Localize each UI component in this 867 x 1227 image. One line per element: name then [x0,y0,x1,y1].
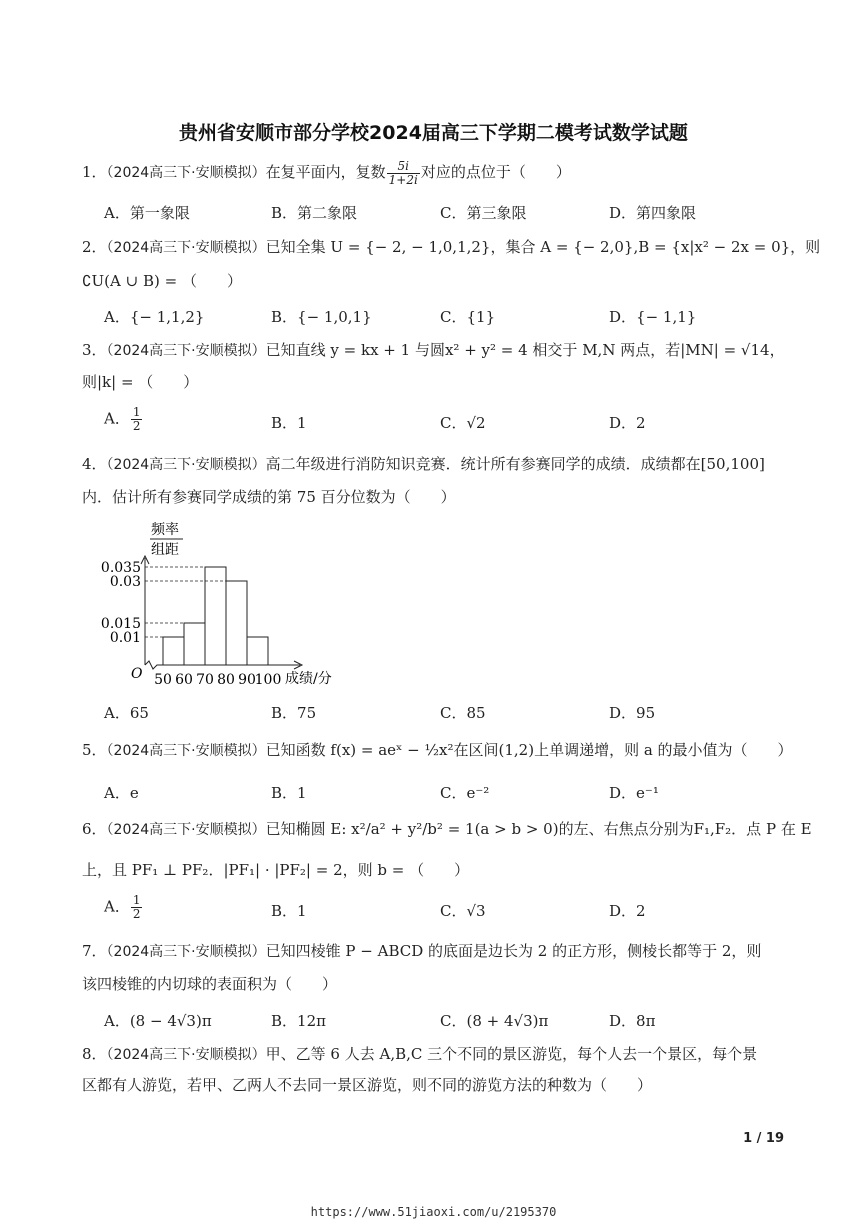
question-4 [82,447,784,482]
option-b: B．1 [271,414,307,432]
question-text: 在复平面内，复数 [265,163,386,181]
fraction: $\frac{1}{2}$ [132,893,141,921]
question-2-line-2 [82,264,784,298]
y-label-top: 频率 [151,522,179,538]
options-4 [104,702,794,732]
question-1 [82,155,784,190]
frequency-histogram [95,518,355,693]
y-label-bottom: 组距 [151,542,179,558]
question-number: 4． [82,455,107,473]
option-c: C．{1} [440,308,496,326]
question-number: 5． [82,741,107,759]
question-number: 3． [82,341,107,359]
question-source: （2024高三下·安顺模拟） [106,343,266,359]
option-c: C．e⁻² [440,784,490,802]
question-2 [82,230,821,265]
option-a: A．65 [104,704,149,722]
option-b: B．第二象限 [271,204,358,222]
question-text: 区都有人游览，若甲、乙两人不去同一景区游览，则不同的游览方法的种数为（ ） [82,1076,653,1094]
x-tick-label: 60 [175,672,193,688]
option-a: A． $\frac{1}{2}$ [104,893,141,921]
option-c: C．第三象限 [440,204,527,222]
options-5 [104,782,794,812]
histogram-bar [226,581,247,665]
x-tick-label: 70 [196,672,214,688]
x-tick-label: 50 [154,672,172,688]
option-b: B．12π [271,1012,326,1030]
option-b: B．1 [271,784,307,802]
question-text: 该四棱锥的内切球的表面积为（ ） [82,975,338,993]
question-source: （2024高三下·安顺模拟） [106,457,266,473]
option-d: D．2 [609,902,646,920]
question-number: 2． [82,238,107,256]
histogram-bar [184,623,205,665]
question-text: 则|k| = （ ） [82,373,199,391]
question-3-line-2 [82,365,784,399]
question-source: （2024高三下·安顺模拟） [106,743,266,759]
option-a: A． $\frac{1}{2}$ [104,405,141,433]
question-number: 7． [82,942,107,960]
option-a: A．(8 − 4√3)π [104,1012,212,1030]
question-text: 内．估计所有参赛同学成绩的第 75 百分位数为（ ） [82,488,456,506]
option-c: C．√2 [440,414,486,432]
option-a: A．e [104,784,139,802]
fraction: $\frac{5i}{1+2i}$ [388,158,418,187]
x-axis-label: 成绩/分 [285,671,332,687]
option-c: C．(8 + 4√3)π [440,1012,549,1030]
histogram-bar [247,637,268,665]
question-source: （2024高三下·安顺模拟） [106,1047,266,1063]
option-b: B．75 [271,704,317,722]
y-tick-label: 0.01 [109,630,141,646]
option-d: D．2 [609,414,646,432]
question-text: 甲、乙等 6 人去 A,B,C 三个不同的景区游览，每个人去一个景区，每个景 [265,1045,758,1063]
question-8-line-2 [82,1068,784,1102]
option-d: D．e⁻¹ [609,784,659,802]
option-a: A．第一象限 [104,204,190,222]
histogram-bar [205,567,226,665]
question-6-line-2 [82,853,784,887]
question-text: 已知函数 f(x) = aeˣ − ½x²在区间(1,2)上单调递增，则 a 的最小值为（ ） [265,741,793,759]
question-3 [82,333,784,368]
x-tick-label: 90 [238,672,256,688]
question-number: 8． [82,1045,107,1063]
option-d: D．第四象限 [609,204,697,222]
footer-url[interactable]: https://www.51jiaoxi.com/u/2195370 [310,1205,557,1219]
option-c: C．√3 [440,902,486,920]
question-text: 高二年级进行消防知识竞赛．统计所有参赛同学的成绩．成绩都在[50,100] [265,455,765,473]
origin-label: O [131,666,143,682]
option-d: D．95 [609,704,656,722]
question-number: 6． [82,820,107,838]
histogram-bar [163,637,184,665]
page-number: 1 / 19 [743,1131,784,1146]
question-text: 已知四棱锥 P − ABCD 的底面是边长为 2 的正方形，侧棱长都等于 2，则 [265,942,762,960]
options-3 [104,405,794,442]
y-tick-label: 0.015 [100,616,141,632]
question-source: （2024高三下·安顺模拟） [106,822,266,838]
question-4-line-2 [82,480,784,514]
question-source: （2024高三下·安顺模拟） [106,165,266,181]
y-tick-label: 0.03 [109,574,141,590]
question-text: 已知椭圆 E: x²/a² + y²/b² = 1(a > b > 0)的左、右焦点分别为F₁,F₂．点 P 在 E [265,820,812,838]
question-text: 已知直线 y = kx + 1 与圆x² + y² = 4 相交于 M,N 两点，若|MN| = √14， [265,341,785,359]
options-2 [104,306,794,336]
question-text: ∁U(A ∪ B) = （ ） [82,272,242,290]
question-text: 上，且 PF₁ ⊥ PF₂．|PF₁| · |PF₂| = 2，则 b = （ ） [82,861,470,879]
question-8 [82,1037,784,1072]
question-6 [82,812,812,847]
question-7-line-2 [82,967,784,1001]
question-number: 1． [82,163,107,181]
options-1 [104,202,794,232]
option-b: B．{− 1,0,1} [271,308,372,326]
question-text: 已知全集 U = {− 2, − 1,0,1,2}，集合 A = {− 2,0},B = {x|x² − 2x = 0}，则 [265,238,821,256]
options-7 [104,1010,794,1040]
option-a: A．{− 1,1,2} [104,308,205,326]
question-source: （2024高三下·安顺模拟） [106,944,266,960]
y-tick-label: 0.035 [100,560,141,576]
options-6 [104,893,794,930]
question-7 [82,934,784,969]
option-b: B．1 [271,902,307,920]
option-d: D．8π [609,1012,656,1030]
option-d: D．{− 1,1} [609,308,697,326]
question-text: 对应的点位于（ ） [420,163,571,181]
option-c: C．85 [440,704,486,722]
question-5 [82,733,793,768]
fraction: $\frac{1}{2}$ [132,405,141,433]
x-tick-label: 80 [217,672,235,688]
x-tick-label: 100 [254,672,282,688]
question-source: （2024高三下·安顺模拟） [106,240,266,256]
page-title: 贵州省安顺市部分学校2024届高三下学期二模考试数学试题 [179,122,688,144]
